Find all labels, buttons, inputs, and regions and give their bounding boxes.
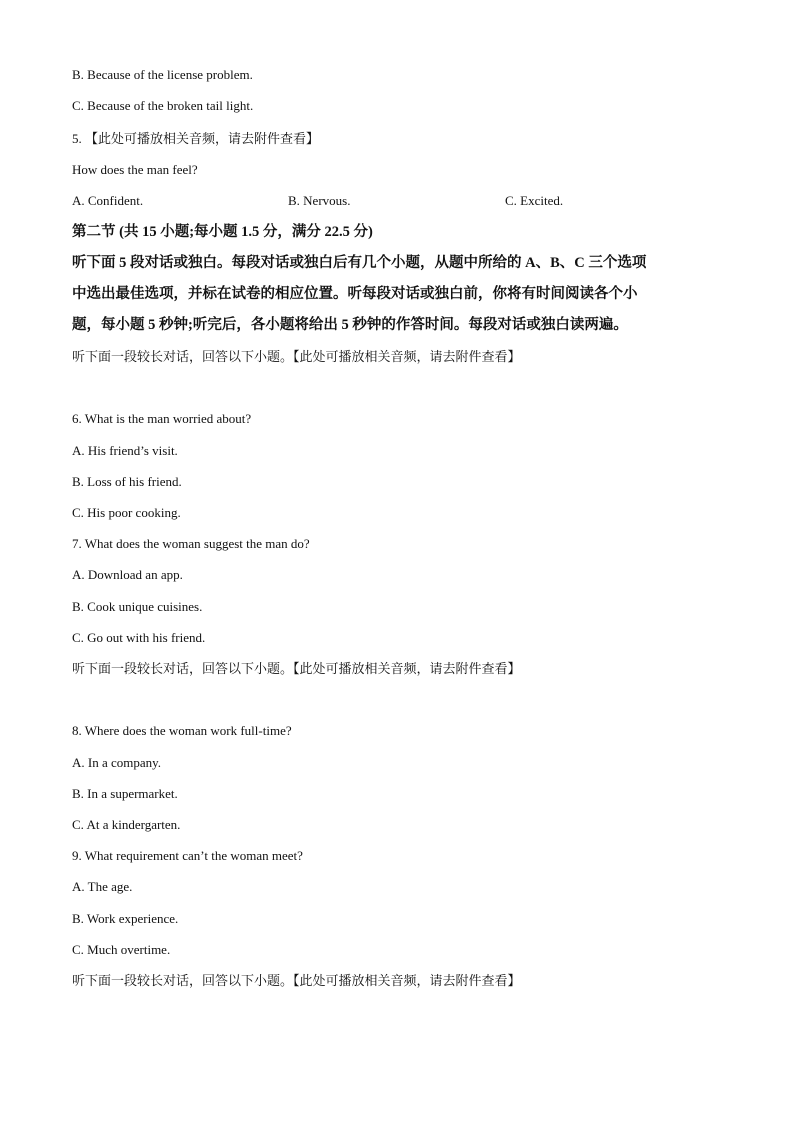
q9-option-a: A. The age. [72,879,133,894]
q6-option-c: C. His poor cooking. [72,505,181,520]
section-2-heading: 第二节 (共 15 小题;每小题 1.5 分，满分 22.5 分) [72,224,373,240]
q9-option-b: B. Work experience. [72,911,179,926]
dialogue-prompt-3: 听下面一段较长对话，回答以下小题。【此处可播放相关音频，请去附件查看】 [72,973,521,988]
q8-option-c: C. At a kindergarten. [72,817,181,832]
q8-option-a: A. In a company. [72,755,162,770]
dialogue-prompt-2: 听下面一段较长对话，回答以下小题。【此处可播放相关音频，请去附件查看】 [72,661,521,676]
q9-question: 9. What requirement can’t the woman meet? [72,848,303,863]
q4-option-c: C. Because of the broken tail light. [72,98,254,113]
q7-option-a: A. Download an app. [72,567,183,582]
q9-option-c: C. Much overtime. [72,942,171,957]
section-2-instructions-line-1: 听下面 5 段对话或独白。每段对话或独白后有几个小题，从题中所给的 A、B、C 三个选项 [72,255,647,271]
dialogue-prompt-1: 听下面一段较长对话，回答以下小题。【此处可播放相关音频，请去附件查看】 [72,349,521,364]
q5-option-c: C. Excited. [505,193,564,208]
q6-option-a: A. His friend’s visit. [72,443,178,458]
section-2-instructions-line-3: 题，每小题 5 秒钟;听完后，各小题将给出 5 秒钟的作答时间。每段对话或独白读两遍。 [72,317,628,333]
q6-option-b: B. Loss of his friend. [72,474,182,489]
q7-question: 7. What does the woman suggest the man do? [72,536,310,551]
q7-option-c: C. Go out with his friend. [72,630,206,645]
q8-question: 8. Where does the woman work full-time? [72,723,292,738]
q6-question: 6. What is the man worried about? [72,411,252,426]
q4-option-b: B. Because of the license problem. [72,67,253,82]
q8-option-b: B. In a supermarket. [72,786,178,801]
q5-option-b: B. Nervous. [288,193,351,208]
q7-option-b: B. Cook unique cuisines. [72,599,203,614]
q5-question: How does the man feel? [72,162,198,177]
section-2-instructions-line-2: 中选出最佳选项，并标在试卷的相应位置。听每段对话或独白前，你将有时间阅读各个小 [72,286,638,302]
q5-option-a: A. Confident. [72,193,144,208]
q5-number-audio-note: 5. 【此处可播放相关音频，请去附件查看】 [72,131,320,146]
